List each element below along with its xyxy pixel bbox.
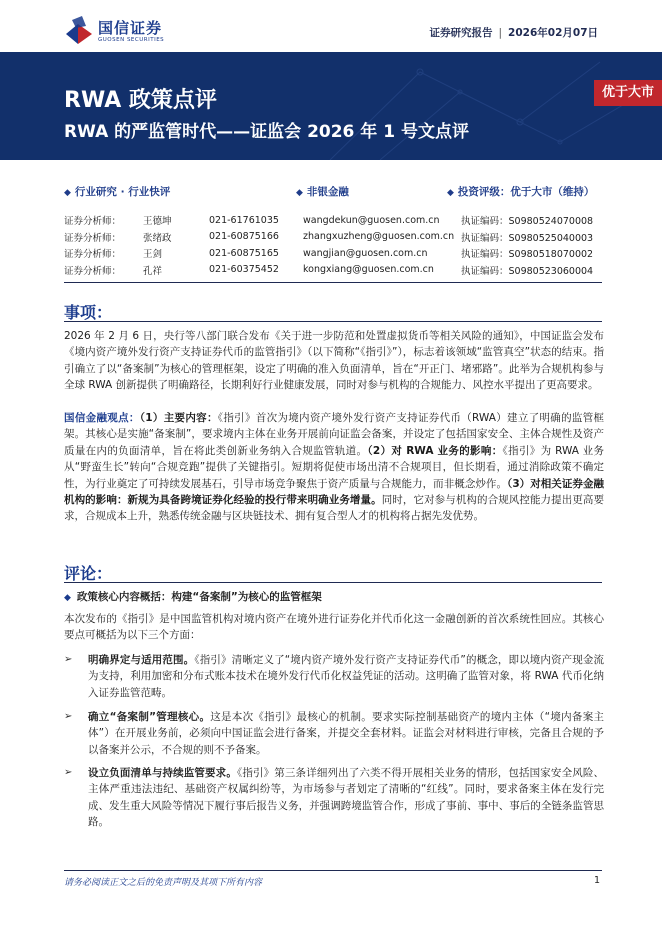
guosen-logo	[64, 16, 194, 48]
analyst-row: 证券分析师： 王剑 021-60875165 wangjian@guosen.com.cn 执证编码：S0980518070002	[64, 247, 594, 261]
logo-text-en: GUOSEN SECURITIES	[98, 37, 165, 43]
header-meta	[430, 25, 599, 40]
diamond-icon: ◆	[64, 188, 71, 198]
matters-paragraph: 2026 年 2 月 6 日，央行等八部门联合发布《关于进一步防范和处置虚拟货币等相关风险的通知》，中国证监会发布《境内资产境外发行资产支持证券代币的监管指引》（以下简称“《指引》”），标志着该领域“监管真空”状态的结束。指引确立了以“备案制”为核心的管理框架，设定了明确的准入负面清单，旨在“开正门、堵邪路”。此举为合规机构参与全球 RWA 创新提供了明确路径，长期利好行业健康发展，同时对参与机构的合规能力、风控水平提出了更高要求。	[64, 330, 604, 392]
industry-label: ◆ 行业研究 · 行业快评	[64, 186, 171, 198]
report-type: 证券研究报告	[429, 27, 493, 39]
footer-divider	[64, 870, 602, 871]
footer-disclaimer[interactable]: 请务必阅读正文之后的免责声明及其项下所有内容	[64, 878, 263, 888]
guosen-logo-icon	[64, 16, 94, 46]
list-item: ➢ 确立“备案制”管理核心。这是本次《指引》最核心的机制。要求实际控制基础资产的境内主体（“境内备案主体”）在开展业务前，必须向中国证监会进行备案，并提交全套材料。证监会对材料进行审核，完备且合规的予以备案并公示，不合规的则不予备案。	[64, 711, 604, 756]
sub-heading: ◆ 政策核心内容概括：构建“备案制”为核心的监管框架	[64, 591, 322, 603]
arrow-bullet-icon: ➢	[64, 711, 73, 722]
divider	[64, 282, 602, 283]
analyst-row: 证券分析师： 王德坤 021-61761035 wangdekun@guosen.com.cn 执证编码：S0980524070008	[64, 214, 594, 228]
report-date: 2026年02月07日	[508, 27, 598, 39]
list-item: ➢ 明确界定与适用范围。《指引》清晰定义了“境内资产境外发行资产支持证券代币”的概念，即以境内资产现金流为支持，利用加密和分布式账本技术在境外发行代币化权益凭证的活动。这明确了监管对象，将 RWA 代币化纳入证券监管范畴。	[64, 654, 605, 699]
comments-intro: 本次发布的《指引》是中国监管机构对境内资产在境外进行证券化并代币化这一金融创新的首次系统性回应。其核心要点可概括为以下三个方面：	[64, 613, 604, 642]
rating-label: ◆ 投资评级：优于大市（维持）	[447, 186, 595, 198]
arrow-bullet-icon: ➢	[64, 654, 73, 665]
header-separator: |	[498, 27, 503, 39]
sector-label: ◆ 非银金融	[296, 186, 349, 198]
report-title: RWA 政策点评	[64, 88, 217, 113]
divider	[64, 582, 602, 583]
section-heading-comments: 评论：	[64, 564, 113, 583]
logo-text-cn: 国信证券	[98, 19, 163, 37]
arrow-bullet-icon: ➢	[64, 767, 73, 778]
diamond-icon: ◆	[296, 188, 303, 198]
section-heading-matters: 事项：	[64, 303, 113, 322]
analyst-row: 证券分析师： 张绪政 021-60875166 zhangxuzheng@guosen.com.cn 执证编码：S0980525040003	[64, 231, 594, 244]
diamond-icon: ◆	[64, 593, 71, 603]
page-number: 1	[594, 875, 601, 886]
divider	[64, 321, 602, 322]
rating-badge: 优于大市	[594, 80, 662, 106]
viewpoint-paragraph: 国信金融观点：（1）主要内容：《指引》首次为境内资产境外发行资产支持证券代币（RWA）建立了明确的监管框架。其核心是实施“备案制”，要求境内主体在业务开展前向证监会备案，并设定了包括国家安全、主体合规性及资产质量在内的负面清单，旨在将此类创新业务纳入合规监管轨道。（2）对 RWA 业务的影响：《指引》为 RWA 业务从“野蛮生长”转向“合规竞跑”提供了关键指引。短期将促使市场出清不合规项目，但长期看，通过消除政策不确定性，为行业奠定了可持续发展基石，引导市场竞争聚焦于资产质量与合规能力，而非概念炒作。（3）对相关证券金融机构的影响：新规为具备跨境证券化经验的投行带来明确业务增量。同时，它对参与机构的合规风控能力提出更高要求，合规成本上升，熟悉传统金融与区块链技术、拥有复合型人才的机构将占据先发优势。	[64, 412, 605, 523]
analyst-row: 证券分析师： 孔祥 021-60375452 kongxiang@guosen.com.cn 执证编码：S0980523060004	[64, 264, 594, 277]
report-subtitle: RWA 的严监管时代——证监会 2026 年 1 号文点评	[64, 122, 469, 142]
analyst-table	[64, 212, 604, 278]
diamond-icon: ◆	[447, 188, 454, 198]
list-item: ➢ 设立负面清单与持续监管要求。《指引》第三条详细列出了六类不得开展相关业务的情形，包括国家安全风险、主体严重违法违纪、基础资产权属纠纷等，为市场参与者划定了清晰的“红线”。同时，要求备案主体在发行完成、发生重大风险等情况下履行事后报告义务，并强调跨境监管合作，形成了事前、事中、事后的全链条监管思路。	[64, 767, 604, 829]
